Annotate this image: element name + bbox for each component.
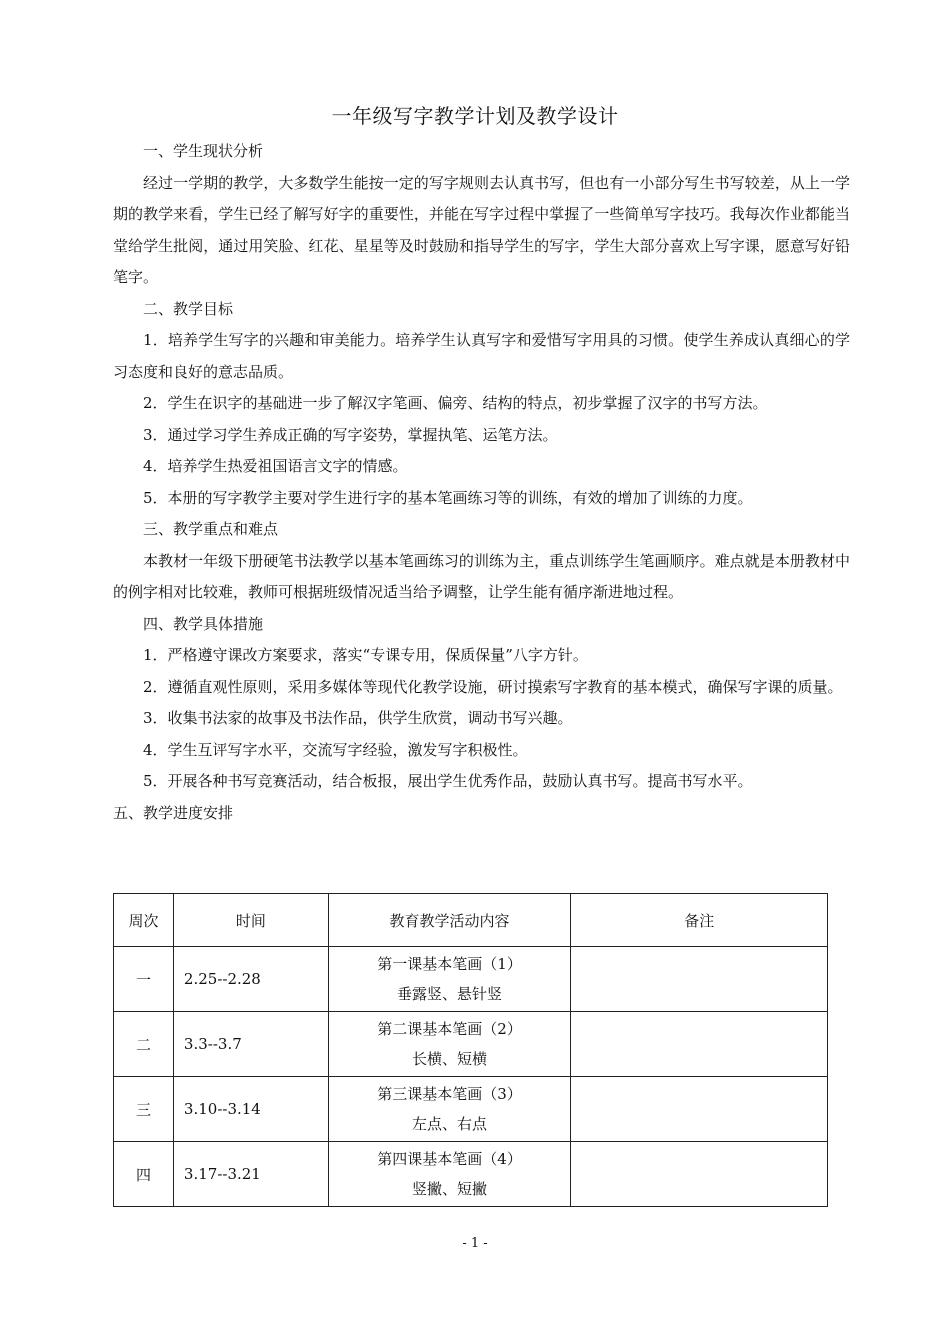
table-header-row [114, 894, 828, 947]
table-row [114, 1012, 828, 1077]
paragraph: 5．开展各种书写竞赛活动，结合板报，展出学生优秀作品，鼓励认真书写。提高书写水平。 [143, 772, 753, 790]
header-week: 周次 [114, 894, 174, 947]
paragraph: 3．通过学习学生养成正确的写字姿势，掌握执笔、运笔方法。 [143, 425, 558, 444]
document-body [113, 136, 850, 829]
content-lesson: 第四课基本笔画（4） [377, 1150, 522, 1168]
header-note: 备注 [571, 894, 828, 947]
cell-time: 3.3--3.7 [173, 1012, 328, 1077]
table-row [114, 1077, 828, 1142]
schedule-table [113, 893, 828, 1207]
header-time: 时间 [173, 894, 328, 947]
cell-content [328, 1012, 571, 1077]
cell-time: 3.10--3.14 [173, 1077, 328, 1142]
content-strokes: 竖撇、短撇 [412, 1180, 488, 1198]
cell-note [571, 1012, 828, 1077]
section-heading: 五、教学进度安排 [113, 803, 234, 822]
paragraph: 1．严格遵守课改方案要求，落实“专课专用，保质保量”八字方针。 [143, 646, 588, 664]
cell-content [328, 947, 571, 1012]
paragraph: 2．学生在识字的基础进一步了解汉字笔画、偏旁、结构的特点，初步掌握了汉字的书写方法。 [143, 394, 768, 412]
cell-time: 2.25--2.28 [173, 947, 328, 1012]
paragraph: 4．学生互评写字水平，交流写字经验，激发写字积极性。 [143, 740, 528, 759]
content-strokes: 垂露竖、悬针竖 [397, 985, 503, 1003]
content-strokes: 左点、右点 [412, 1115, 488, 1133]
cell-week: 四 [114, 1142, 174, 1207]
cell-time: 3.17--3.21 [173, 1142, 328, 1207]
paragraph: 4．培养学生热爱祖国语言文字的情感。 [143, 457, 408, 475]
content-lesson: 第三课基本笔画（3） [377, 1085, 522, 1103]
cell-note [571, 1077, 828, 1142]
paragraph: 3．收集书法家的故事及书法作品，供学生欣赏，调动书写兴趣。 [143, 709, 573, 727]
page-number: - 1 - [462, 1236, 488, 1251]
table-row [114, 947, 828, 1012]
section-heading: 二、教学目标 [143, 299, 234, 318]
cell-week: 二 [114, 1012, 174, 1077]
section-heading: 一、学生现状分析 [143, 142, 264, 160]
cell-week: 一 [114, 947, 174, 1012]
paragraph: 本教材一年级下册硬笔书法教学以基本笔画练习的训练为主，重点训练学生笔画顺序。难点就是本册教材中的例字相对比较难，教师可根据班级情况适当给予调整，让学生能有循序渐进地过程。 [113, 551, 850, 601]
paragraph: 5．本册的写字教学主要对学生进行字的基本笔画练习等的训练，有效的增加了训练的力度。 [143, 488, 753, 507]
paragraph: 2．遵循直观性原则，采用多媒体等现代化教学设施，研讨摸索写字教育的基本模式，确保写字课的质量。 [143, 677, 843, 696]
cell-content [328, 1077, 571, 1142]
content-lesson: 第一课基本笔画（1） [377, 955, 522, 973]
section-heading: 四、教学具体措施 [143, 614, 264, 633]
cell-note [571, 947, 828, 1012]
content-strokes: 长横、短横 [412, 1050, 488, 1068]
header-content: 教育教学活动内容 [328, 894, 571, 947]
paragraph: 1．培养学生写字的兴趣和审美能力。培养学生认真写字和爱惜写字用具的习惯。使学生养成认真细心的学习态度和良好的意志品质。 [113, 331, 850, 381]
section-heading: 三、教学重点和难点 [143, 520, 279, 538]
cell-content [328, 1142, 571, 1207]
paragraph: 经过一学期的教学，大多数学生能按一定的写字规则去认真书写，但也有一小部分写生书写较差，从上一学期的教学来看，学生已经了解写好字的重要性，并能在写字过程中掌握了一些简单写字技巧。我每次作业都能当堂给学生批阅，通过用笑脸、红花、星星等及时鼓励和指导学生的写字，学生大部分喜欢上写字课，愿意写好铅笔字。 [113, 173, 850, 286]
table-row [114, 1142, 828, 1207]
cell-note [571, 1142, 828, 1207]
cell-week: 三 [114, 1077, 174, 1142]
content-lesson: 第二课基本笔画（2） [377, 1020, 522, 1038]
document-title: 一年级写字教学计划及教学设计 [331, 104, 619, 128]
